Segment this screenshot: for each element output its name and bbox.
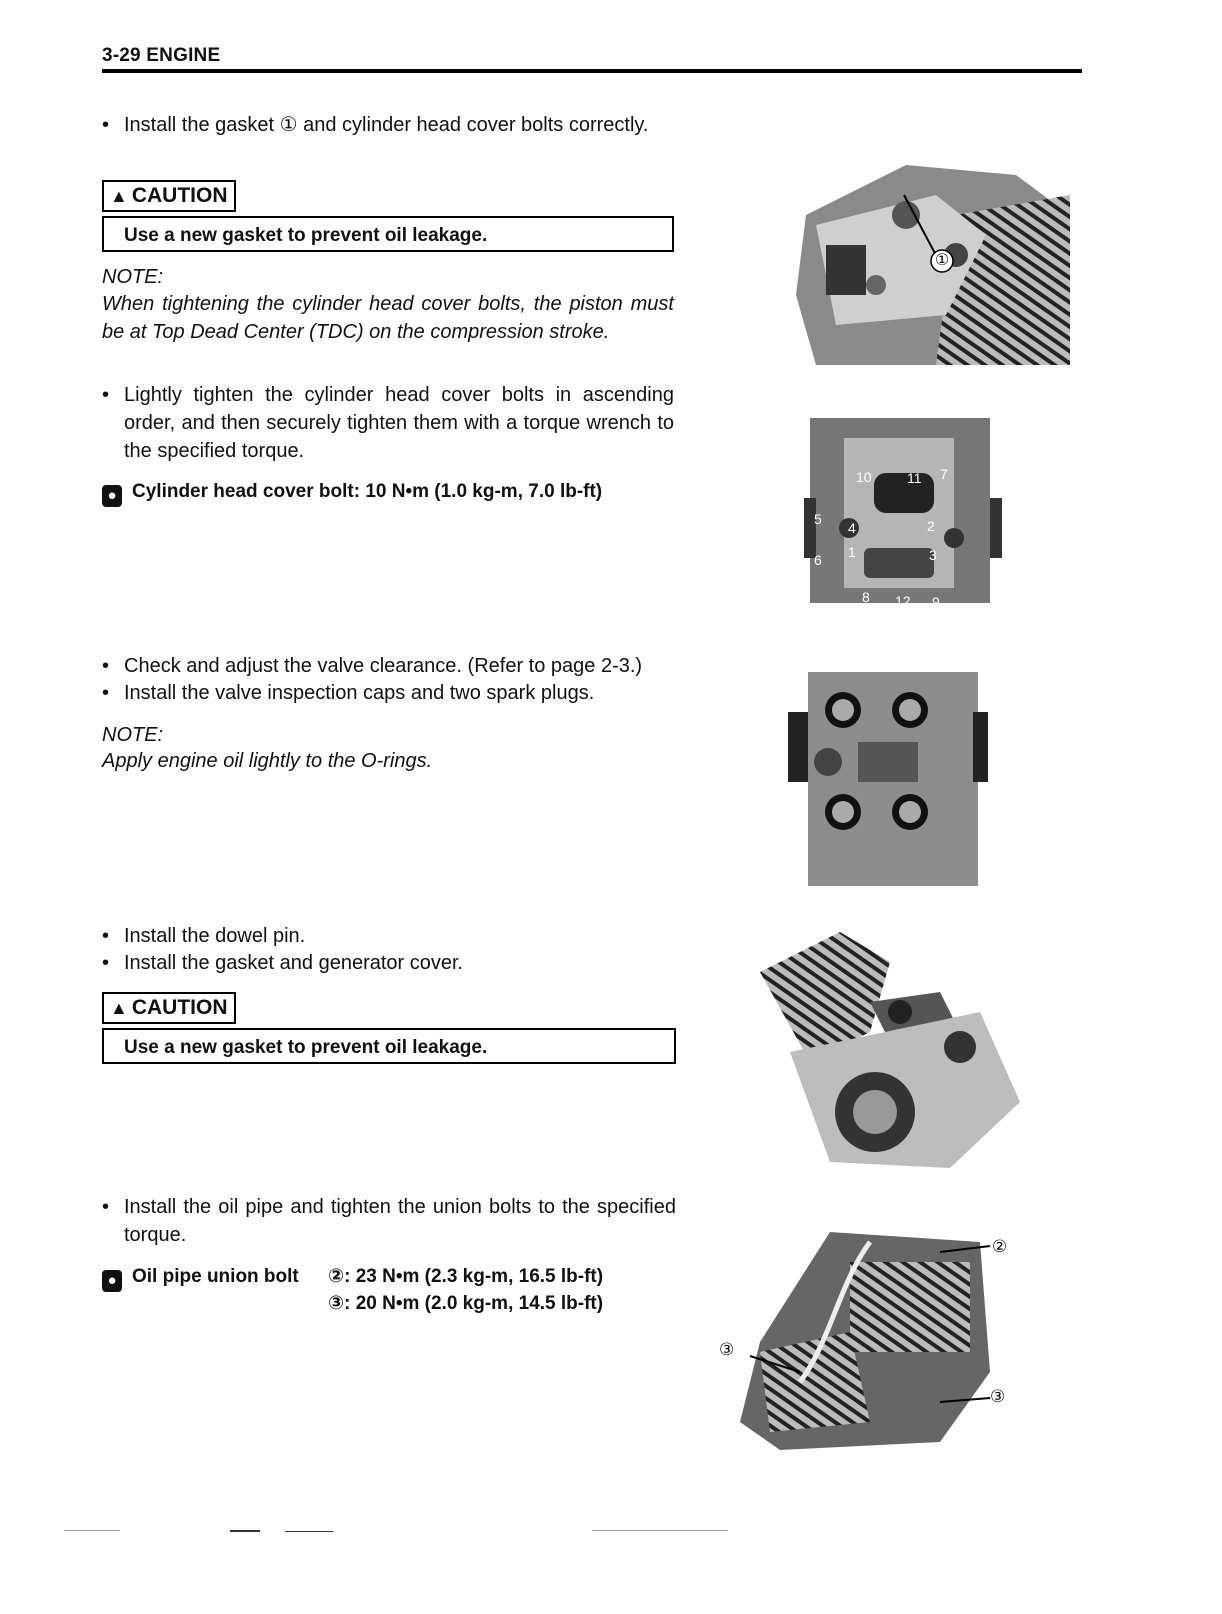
instruction-text: Lightly tighten the cylinder head cover bolts in ascending order, and then securely tighten them with a torque wrench to the specified torque. <box>124 384 674 462</box>
header-rule <box>102 69 1082 73</box>
list-item <box>102 922 674 950</box>
footer-rule <box>592 1530 728 1531</box>
bolt-number: 5 <box>814 511 822 527</box>
footer-rule <box>230 1530 260 1532</box>
instruction-text: Install the valve inspection caps and two spark plugs. <box>124 682 595 704</box>
list-item <box>102 1193 676 1249</box>
generator-cover-photo <box>750 932 1022 1168</box>
instruction-text: Check and adjust the valve clearance. (Refer to page 2-3.) <box>124 655 643 677</box>
caution-box: Use a new gasket to prevent oil leakage. <box>102 1028 676 1064</box>
list-item <box>102 679 682 707</box>
torque-value-2: ②: 23 N•m (2.3 kg-m, 16.5 lb-ft) <box>328 1266 604 1287</box>
torque-spec <box>102 478 602 507</box>
list-item <box>102 111 674 139</box>
callout-1: ① <box>934 250 950 269</box>
caution-label <box>102 180 236 212</box>
bullet-icon: • <box>102 925 110 947</box>
instruction-text: Install the gasket and generator cover. <box>124 952 464 974</box>
torque-wrench-icon: ● <box>102 485 122 507</box>
list-item <box>102 381 674 465</box>
bolt-number: 11 <box>907 470 922 486</box>
cylinder-head-photo <box>786 155 1070 365</box>
bolt-number: 6 <box>814 552 822 568</box>
caution-label-text: CAUTION <box>131 184 228 207</box>
callout-2: ② <box>992 1237 1008 1257</box>
bolt-number: 7 <box>940 466 948 482</box>
instruction-text: Install the oil pipe and tighten the union bolts to the specified torque. <box>124 1196 676 1246</box>
torque-spec-label: Oil pipe union bolt <box>132 1266 299 1287</box>
bolt-number: 3 <box>929 547 937 563</box>
torque-spec-text: Cylinder head cover bolt: 10 N•m (1.0 kg-m, 7.0 lb-ft) <box>132 481 603 502</box>
caution-label <box>102 992 236 1024</box>
bullet-icon: • <box>102 114 110 136</box>
valve-caps-photo <box>788 672 988 886</box>
note-text: Apply engine oil lightly to the O-rings. <box>102 750 433 772</box>
torque-spec <box>102 1263 299 1292</box>
warning-triangle-icon: ▲ <box>110 998 128 1018</box>
page-header-title: 3-29 ENGINE <box>102 45 221 66</box>
bolt-order-photo <box>804 398 1004 610</box>
bolt-number: 1 <box>848 544 856 560</box>
bolt-number: 12 <box>895 593 911 609</box>
footer-rule <box>285 1531 333 1532</box>
list-item <box>102 949 674 977</box>
note-text: When tightening the cylinder head cover bolts, the piston must be at Top Dead Center (TDC) on the compression stroke. <box>102 293 674 343</box>
bullet-icon: • <box>102 952 110 974</box>
bolt-number: 2 <box>927 518 935 534</box>
torque-wrench-icon: ● <box>102 1270 122 1292</box>
caution-box: Use a new gasket to prevent oil leakage. <box>102 216 674 252</box>
list-item <box>102 652 682 680</box>
warning-triangle-icon: ▲ <box>110 186 128 206</box>
oil-pipe-photo <box>720 1222 1020 1450</box>
bolt-number: 4 <box>848 520 856 536</box>
callout-3: ③ <box>719 1340 735 1360</box>
bullet-icon: • <box>102 1196 110 1218</box>
bolt-number: 9 <box>932 594 940 610</box>
torque-value-3: ③: 20 N•m (2.0 kg-m, 14.5 lb-ft) <box>328 1293 604 1314</box>
note-heading: NOTE: <box>102 266 164 288</box>
instruction-text: Install the gasket ① and cylinder head cover bolts correctly. <box>124 114 649 136</box>
callout-3: ③ <box>990 1387 1006 1407</box>
bullet-icon: • <box>102 655 110 677</box>
bullet-icon: • <box>102 384 110 406</box>
bolt-number: 8 <box>862 589 870 605</box>
note-heading: NOTE: <box>102 724 164 746</box>
footer-rule <box>64 1530 120 1531</box>
bullet-icon: • <box>102 682 110 704</box>
caution-label-text: CAUTION <box>131 996 228 1019</box>
bolt-number: 10 <box>856 469 872 485</box>
instruction-text: Install the dowel pin. <box>124 925 306 947</box>
